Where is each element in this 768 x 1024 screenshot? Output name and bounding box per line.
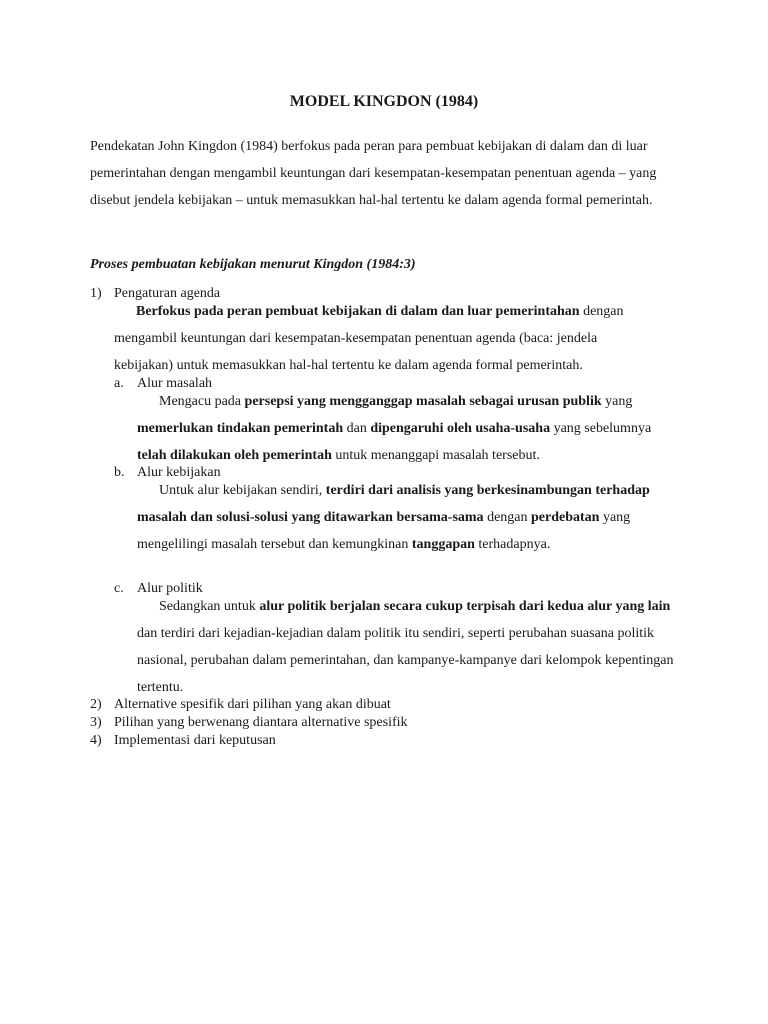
intro-paragraph: Pendekatan John Kingdon (1984) berfokus pada peran para pembuat kebijakan di dalam dan di luar pemerintahan dengan mengambil keuntungan dari kesempatan-kesempatan penentuan agenda – yang disebut jendela kebijakan – untuk memasukkan hal-hal tertentu ke dalam agenda formal pemerintah. <box>90 139 657 208</box>
section-subheading: Proses pembuatan kebijakan menurut Kingdon (1984:3) <box>90 257 416 272</box>
item-3-number: 3) <box>90 715 102 730</box>
item-4-label: Implementasi dari keputusan <box>114 733 276 748</box>
item-2-label: Alternative spesifik dari pilihan yang akan dibuat <box>114 697 391 712</box>
sub-a-paragraph: Mengacu pada persepsi yang mengganggap masalah sebagai urusan publik yang memerlukan tindakan pemerintah dan dipengaruhi oleh usaha-usaha yang sebelumnya telah dilakukan oleh pemerintah untuk menanggapi masalah tersebut. <box>137 394 652 463</box>
sub-b-label: Alur kebijakan <box>137 465 221 480</box>
sub-a-label: Alur masalah <box>137 376 213 391</box>
sub-c-paragraph: Sedangkan untuk alur politik berjalan secara cukup terpisah dari kedua alur yang lain dan terdiri dari kejadian-kejadian dalam politik itu sendiri, seperti perubahan suasana politik nasional, perubahan dalam pemerintahan, dan kampanye-kampanye dari kelompok kepentingan tertentu. <box>137 599 674 695</box>
sub-c-letter: c. <box>114 581 124 596</box>
sub-a-letter: a. <box>114 376 124 391</box>
item-4-number: 4) <box>90 733 102 748</box>
sub-c-label: Alur politik <box>137 581 203 596</box>
item-2-number: 2) <box>90 697 102 712</box>
item-1-number: 1) <box>90 286 102 301</box>
document-title: MODEL KINGDON (1984) <box>289 93 479 110</box>
sub-b-paragraph: Untuk alur kebijakan sendiri, terdiri dari analisis yang berkesinambungan terhadap masalah dan solusi-solusi yang ditawarkan bersama-sama dengan perdebatan yang mengelilingi masalah tersebut dan kemungkinan tanggapan terhadapnya. <box>137 483 650 552</box>
item-3-label: Pilihan yang berwenang diantara alternative spesifik <box>114 715 408 730</box>
sub-b-letter: b. <box>114 465 125 480</box>
item-1-label: Pengaturan agenda <box>114 286 221 301</box>
item-1-paragraph: Berfokus pada peran pembuat kebijakan di dalam dan luar pemerintahan dengan mengambil keuntungan dari kesempatan-kesempatan penentuan agenda (baca: jendela kebijakan) untuk memasukkan hal-hal tertentu ke dalam agenda formal pemerintah. <box>114 304 624 373</box>
